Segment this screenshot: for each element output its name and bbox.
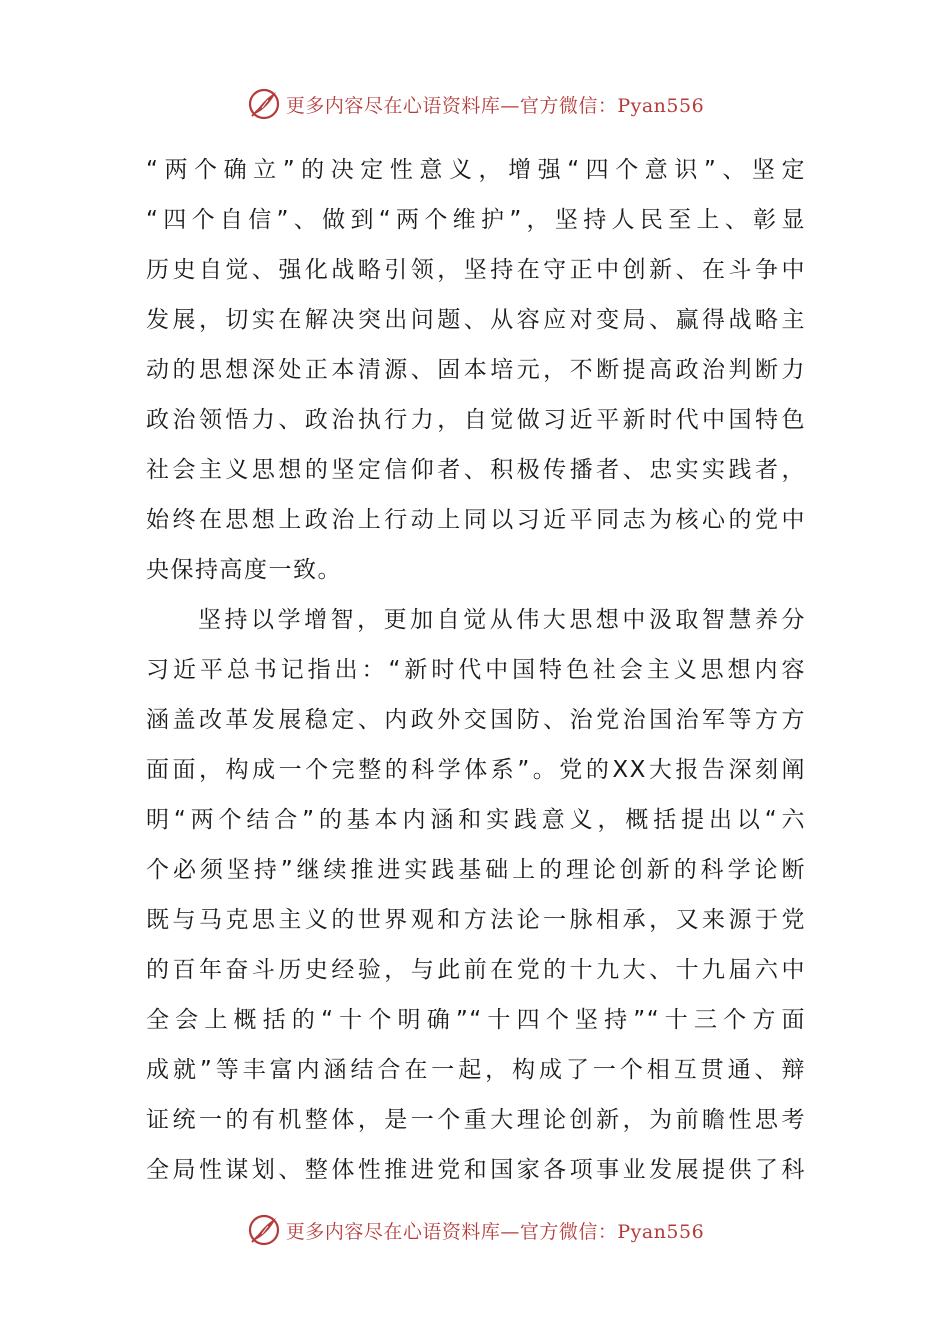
text-line: 习近平总书记指出：“新时代中国特色社会主义思想内容	[146, 657, 806, 683]
text-line: 的百年奋斗历史经验，与此前在党的十九大、十九届六中	[146, 957, 806, 983]
text-line: 坚持以学增智，更加自觉从伟大思想中汲取智慧养分	[198, 607, 806, 633]
text-line: 既与马克思主义的世界观和方法论一脉相承，又来源于党	[146, 907, 806, 933]
quill-logo-icon	[246, 86, 282, 122]
text-line: 历史自觉、强化战略引领，坚持在守正中创新、在斗争中	[146, 257, 806, 283]
header-banner-text: 更多内容尽在心语资料库—官方微信：Pyan556	[285, 94, 705, 117]
paragraph-2	[146, 595, 806, 1195]
text-line: 全会上概括的“十个明确”“十四个坚持”“十三个方面	[146, 1007, 806, 1033]
text-line: 面面，构成一个完整的科学体系”。党的XX大报告深刻阐	[146, 757, 806, 783]
text-line: 个必须坚持”继续推进实践基础上的理论创新的科学论断	[146, 857, 806, 883]
quill-logo-icon	[246, 1212, 282, 1248]
text-line: 央保持高度一致。	[146, 557, 342, 583]
header-banner	[0, 82, 950, 126]
document-body	[146, 145, 806, 1195]
text-line: 证统一的有机整体，是一个重大理论创新，为前瞻性思考	[146, 1107, 806, 1133]
text-line: “两个确立”的决定性意义，增强“四个意识”、坚定	[146, 157, 806, 183]
text-line: 明“两个结合”的基本内涵和实践意义，概括提出以“六	[146, 807, 806, 833]
text-line: “四个自信”、做到“两个维护”，坚持人民至上、彰显	[146, 207, 806, 233]
text-line: 动的思想深处正本清源、固本培元，不断提高政治判断力	[146, 357, 806, 383]
text-line: 涵盖改革发展稳定、内政外交国防、治党治国治军等方方	[146, 707, 806, 733]
text-line: 发展，切实在解决突出问题、从容应对变局、赢得战略主	[146, 307, 806, 333]
paragraph-1	[146, 145, 806, 595]
text-line: 政治领悟力、政治执行力，自觉做习近平新时代中国特色	[146, 407, 806, 433]
footer-banner-text: 更多内容尽在心语资料库—官方微信：Pyan556	[285, 1220, 705, 1243]
text-line: 社会主义思想的坚定信仰者、积极传播者、忠实实践者，	[146, 457, 806, 483]
text-line: 全局性谋划、整体性推进党和国家各项事业发展提供了科	[146, 1157, 806, 1183]
text-line: 成就”等丰富内涵结合在一起，构成了一个相互贯通、辩	[146, 1057, 806, 1083]
footer-banner	[0, 1208, 950, 1252]
text-line: 始终在思想上政治上行动上同以习近平同志为核心的党中	[146, 507, 806, 533]
